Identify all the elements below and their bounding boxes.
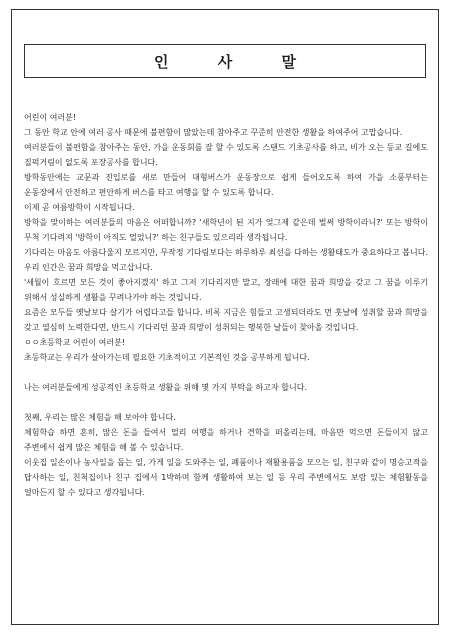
blank-line	[24, 365, 428, 380]
paragraph: 여러분들이 불편함을 참아주는 동안, 가을 운동회를 잘 할 수 있도록 스탠드 기초공사를 하고, 비가 오는 등교 길에도 질퍽거림이 없도록 포장공사를 합니다.	[24, 143, 428, 167]
paragraph: ㅇㅇ초등학교 어린이 여러분!	[24, 338, 126, 347]
paragraph: 방학동안에는 교문과 진입로를 새로 만들어 대형버스가 운동장으로 쉽게 들어오도록 하여 가을 소풍부터는 운동장에서 안전하고 편안하게 버스를 타고 여행을 할 수 있도록 합니다.	[24, 173, 428, 197]
paragraph: 요즘은 모두들 옛날보다 살기가 어렵다고들 합니다. 비록 지금은 힘들고 고생되더라도 먼 훗날에 성취할 꿈과 희망을 갖고 열심히 노력한다면, 반드시 기다리던 꿈과 희망이 성취되는 행복한 날들이 찾아올 것입니다.	[24, 308, 428, 332]
paragraph: 방학을 맞이하는 여러분들의 마음은 어떠합니까? '새학년이 된 지가 엊그제 같은데 벌써 방학이라니?' 또는 방학이 무척 기다려져 '방학이 아직도 멀었니?' 하는 친구들도 있으리라 생각됩니다.	[24, 218, 428, 242]
paragraph: 어린이 여러분!	[24, 113, 77, 122]
paragraph: 첫째, 우리는 많은 체험을 해 보아야 합니다.	[24, 413, 176, 422]
paragraph: 이제 곧 여름방학이 시작됩니다.	[24, 203, 135, 212]
paragraph: 나는 여러분들에게 성공적인 초등학교 생활을 위해 몇 가지 부탁을 하고자 합니다.	[24, 383, 307, 392]
paragraph: '세월이 흐르면 모든 것이 좋아지겠지' 하고 그저 기다리지만 말고, 장래에 대한 꿈과 희망을 갖고 그 꿈을 이루기 위해서 성실하게 생활을 꾸려나가야 하는 것입니다.	[24, 278, 428, 302]
paragraph: 초등학교는 우리가 살아가는데 필요한 기초적이고 기본적인 것을 공부하게 됩니다.	[24, 353, 310, 362]
paragraph: 기다리는 마음도 아름다울지 모르지만, 무작정 기다림보다는 하루하루 최선을 다하는 생활태도가 중요하다고 봅니다.	[24, 248, 428, 257]
paragraph: 이웃집 일손이나 농사일을 돕는 일, 가게 일을 도와주는 일, 폐품이나 재활용품을 모으는 일, 친구와 같이 명승고적을 답사하는 일, 친척집이나 친구 집에서 1박하며 함께 생활하여 보는 일 등 우리 주변에서도 보람 있는 체험활동을 얼마든지 할 수 있다고 생각됩니다.	[24, 458, 428, 497]
paragraph: 우리 인간은 꿈과 희망을 먹고삽니다.	[24, 263, 153, 272]
title-box	[24, 44, 426, 78]
paragraph: 그 동안 학교 안에 여러 공사 때문에 불편함이 많았는데 참아주고 꾸준히 안전한 생활을 하여주어 고맙습니다.	[24, 128, 403, 137]
paragraph: 체험학습 하면 흔히, 많은 돈을 들여서 멀리 여행을 하거나 견학을 떠올리는데, 마음만 먹으면 돈들이지 않고 주변에서 쉽게 많은 체험을 해 볼 수 있습니다.	[24, 428, 428, 452]
document-title: 인 사 말	[154, 52, 318, 71]
document-body	[24, 110, 428, 500]
blank-line	[24, 395, 428, 410]
